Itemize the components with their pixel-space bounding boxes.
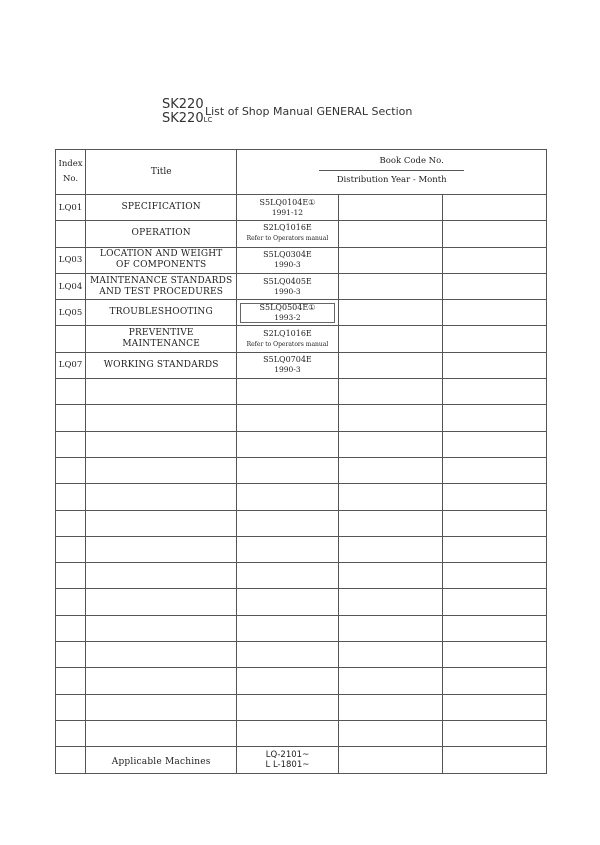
empty-cell xyxy=(338,642,442,668)
empty-cell xyxy=(56,615,86,641)
empty-cell xyxy=(442,273,546,299)
empty-cell xyxy=(56,510,86,536)
empty-cell xyxy=(86,379,237,405)
book-code: S5LQ0104E① xyxy=(259,197,316,207)
empty-cell xyxy=(56,379,86,405)
distribution-date: 1993-2 xyxy=(274,313,301,323)
empty-cell xyxy=(237,379,338,405)
empty-cell xyxy=(338,510,442,536)
empty-cell xyxy=(56,642,86,668)
empty-cell xyxy=(442,536,546,562)
row-book-code xyxy=(237,247,338,273)
empty-cell xyxy=(338,221,442,247)
empty-cell xyxy=(86,457,237,483)
empty-cell xyxy=(338,747,442,773)
index-header-line1: Index xyxy=(58,159,83,169)
empty-cell xyxy=(86,484,237,510)
empty-row xyxy=(56,642,547,668)
row-title xyxy=(86,326,237,352)
machine-serial: LQ-2101~ xyxy=(265,749,310,760)
row-index: LQ03 xyxy=(56,247,86,273)
empty-cell xyxy=(56,405,86,431)
reference-note: Refer to Operators manual xyxy=(246,235,329,243)
empty-cell xyxy=(237,589,338,615)
distribution-date: 1990-3 xyxy=(274,260,301,270)
empty-cell xyxy=(442,720,546,746)
row-title-line2: MAINTENANCE xyxy=(122,339,200,350)
empty-cell xyxy=(442,352,546,378)
empty-cell xyxy=(442,589,546,615)
empty-cell xyxy=(442,431,546,457)
applicable-machines-list xyxy=(237,747,338,773)
book-code: S2LQ1016E xyxy=(263,328,312,338)
empty-cell xyxy=(442,668,546,694)
empty-cell xyxy=(442,484,546,510)
row-book-code xyxy=(237,326,338,352)
empty-cell xyxy=(237,720,338,746)
row-index: LQ04 xyxy=(56,273,86,299)
empty-cell xyxy=(56,720,86,746)
empty-cell xyxy=(56,589,86,615)
empty-cell xyxy=(56,747,86,773)
table-row xyxy=(56,247,547,273)
row-title: WORKING STANDARDS xyxy=(86,352,237,378)
row-book-code xyxy=(237,195,338,221)
empty-cell xyxy=(442,326,546,352)
row-title: TROUBLESHOOTING xyxy=(86,300,237,326)
empty-row xyxy=(56,431,547,457)
empty-cell xyxy=(442,300,546,326)
empty-cell xyxy=(237,642,338,668)
empty-cell xyxy=(56,668,86,694)
table-row xyxy=(56,300,547,326)
empty-cell xyxy=(338,431,442,457)
empty-row xyxy=(56,405,547,431)
empty-row xyxy=(56,510,547,536)
empty-cell xyxy=(338,536,442,562)
empty-row xyxy=(56,536,547,562)
empty-cell xyxy=(442,221,546,247)
empty-row xyxy=(56,668,547,694)
empty-cell xyxy=(237,405,338,431)
empty-cell xyxy=(86,615,237,641)
row-index: LQ01 xyxy=(56,195,86,221)
empty-cell xyxy=(56,457,86,483)
empty-cell xyxy=(442,457,546,483)
model-name-suffix: LC xyxy=(203,116,213,124)
empty-row xyxy=(56,694,547,720)
row-title: OPERATION xyxy=(86,221,237,247)
book-code: S5LQ0704E xyxy=(263,355,312,365)
empty-cell xyxy=(338,720,442,746)
empty-cell xyxy=(338,273,442,299)
empty-cell xyxy=(86,694,237,720)
highlight-box xyxy=(240,303,334,323)
model-name-main: SK220 xyxy=(162,111,204,126)
empty-cell xyxy=(86,668,237,694)
distribution-label: Distribution Year - Month xyxy=(336,175,447,185)
empty-cell xyxy=(338,484,442,510)
index-header-line2: No. xyxy=(62,174,79,184)
empty-cell xyxy=(56,694,86,720)
row-book-code xyxy=(237,352,338,378)
empty-cell xyxy=(237,563,338,589)
empty-cell xyxy=(338,352,442,378)
row-title xyxy=(86,247,237,273)
book-code-header xyxy=(237,150,547,195)
row-title-line1: LOCATION AND WEIGHT xyxy=(99,249,223,260)
empty-row xyxy=(56,379,547,405)
machine-serial: L L-1801~ xyxy=(265,759,310,770)
empty-cell xyxy=(237,510,338,536)
empty-cell xyxy=(237,484,338,510)
empty-cell xyxy=(56,431,86,457)
header-divider xyxy=(319,170,464,171)
empty-cell xyxy=(86,431,237,457)
empty-cell xyxy=(442,195,546,221)
title-column-header: Title xyxy=(86,150,237,195)
empty-cell xyxy=(442,747,546,773)
empty-cell xyxy=(338,379,442,405)
row-title-line1: PREVENTIVE xyxy=(128,328,194,339)
row-book-code xyxy=(237,221,338,247)
row-title-line2: OF COMPONENTS xyxy=(115,260,207,271)
empty-cell xyxy=(237,457,338,483)
empty-cell xyxy=(442,615,546,641)
row-index: LQ05 xyxy=(56,300,86,326)
table-row xyxy=(56,352,547,378)
book-code: S2LQ1016E xyxy=(263,223,312,233)
empty-row xyxy=(56,720,547,746)
row-title-line2: AND TEST PROCEDURES xyxy=(99,286,224,297)
book-code: S5LQ0504E① xyxy=(259,303,316,313)
empty-cell xyxy=(338,668,442,694)
empty-cell xyxy=(56,536,86,562)
distribution-date: 1990-3 xyxy=(274,365,301,375)
table-row xyxy=(56,221,547,247)
empty-cell xyxy=(237,431,338,457)
row-index xyxy=(56,221,86,247)
empty-cell xyxy=(86,405,237,431)
empty-cell xyxy=(338,300,442,326)
table-row xyxy=(56,195,547,221)
empty-cell xyxy=(442,405,546,431)
distribution-date: 1991-12 xyxy=(271,207,304,217)
distribution-date: 1990-3 xyxy=(274,286,301,296)
reference-note: Refer to Operators manual xyxy=(246,340,329,348)
applicable-machines-row xyxy=(56,747,547,773)
row-index: LQ07 xyxy=(56,352,86,378)
empty-cell xyxy=(338,405,442,431)
empty-row xyxy=(56,484,547,510)
empty-cell xyxy=(442,694,546,720)
empty-cell xyxy=(442,247,546,273)
empty-cell xyxy=(86,642,237,668)
row-book-code xyxy=(237,273,338,299)
document-title: List of Shop Manual GENERAL Section xyxy=(205,105,413,118)
empty-cell xyxy=(338,326,442,352)
model-name-sk220: SK220 xyxy=(162,97,204,112)
empty-cell xyxy=(56,484,86,510)
index-column-header xyxy=(56,150,86,195)
empty-cell xyxy=(338,615,442,641)
empty-cell xyxy=(237,668,338,694)
table-row xyxy=(56,273,547,299)
empty-cell xyxy=(56,563,86,589)
row-title-line1: MAINTENANCE STANDARDS xyxy=(89,275,233,286)
table-row xyxy=(56,326,547,352)
row-title xyxy=(86,273,237,299)
empty-cell xyxy=(338,195,442,221)
manual-list-table xyxy=(55,149,547,774)
empty-cell xyxy=(237,536,338,562)
empty-cell xyxy=(338,457,442,483)
book-code-label: Book Code No. xyxy=(379,156,444,166)
empty-cell xyxy=(338,589,442,615)
empty-cell xyxy=(338,694,442,720)
empty-row xyxy=(56,457,547,483)
empty-cell xyxy=(86,510,237,536)
empty-cell xyxy=(442,510,546,536)
empty-row xyxy=(56,589,547,615)
empty-cell xyxy=(86,589,237,615)
row-book-code xyxy=(237,300,338,326)
row-title: SPECIFICATION xyxy=(86,195,237,221)
row-index xyxy=(56,326,86,352)
empty-cell xyxy=(237,615,338,641)
empty-cell xyxy=(442,563,546,589)
empty-cell xyxy=(86,563,237,589)
book-code: S5LQ0405E xyxy=(263,276,312,286)
applicable-machines-label: Applicable Machines xyxy=(86,747,237,773)
table-header-row xyxy=(56,150,547,195)
empty-cell xyxy=(86,536,237,562)
empty-cell xyxy=(237,694,338,720)
empty-cell xyxy=(86,720,237,746)
empty-cell xyxy=(442,642,546,668)
empty-cell xyxy=(338,563,442,589)
empty-row xyxy=(56,615,547,641)
book-code: S5LQ0304E xyxy=(263,250,312,260)
empty-cell xyxy=(338,247,442,273)
empty-row xyxy=(56,563,547,589)
empty-cell xyxy=(442,379,546,405)
